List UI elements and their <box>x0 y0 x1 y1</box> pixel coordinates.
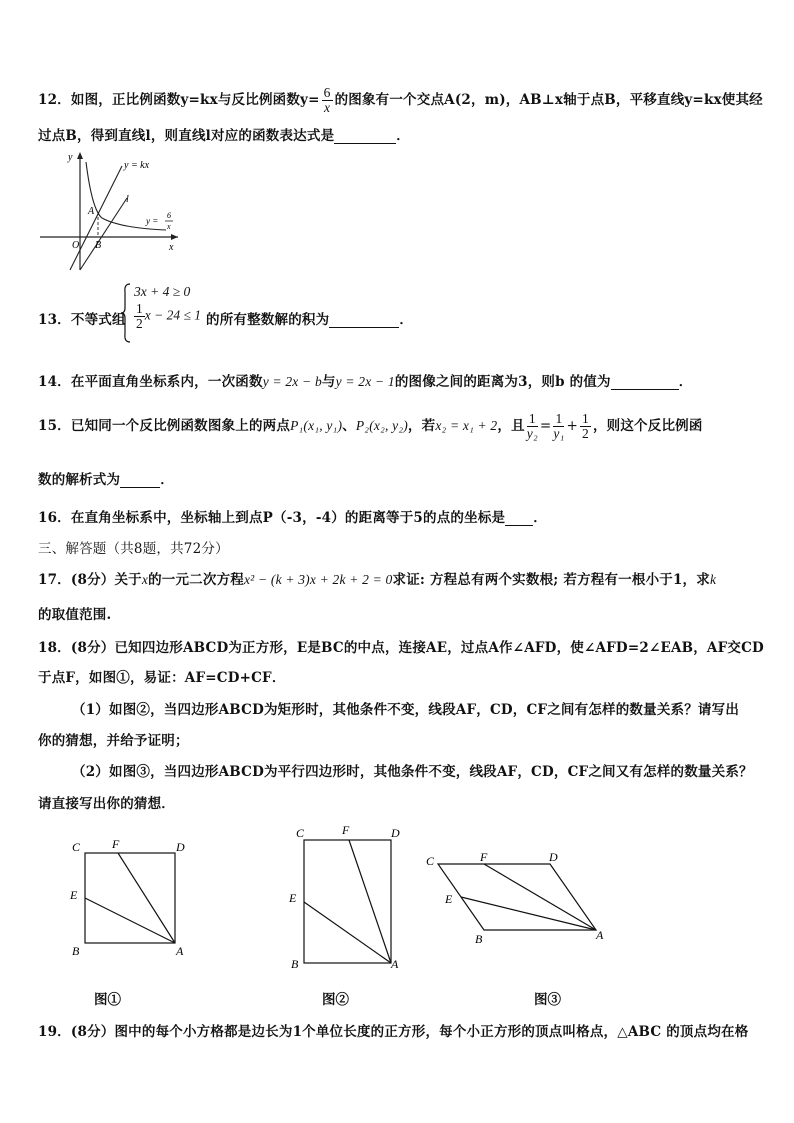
fig2-label-B: B <box>291 957 299 971</box>
q15-line2: 数的解析式为 ． <box>38 472 174 488</box>
fig2-label-F: F <box>342 823 350 837</box>
fig3-label-B: B <box>475 932 483 946</box>
q12-fig-l-label: l <box>126 194 129 205</box>
q17-line2: 的取值范围. <box>38 607 112 623</box>
q12-fig-y-label: y <box>68 152 73 163</box>
q12-answer-blank[interactable] <box>334 143 396 144</box>
fig1-label-E: E <box>70 888 78 902</box>
fig2-label-E: E <box>289 891 297 905</box>
fig3-label-E: E <box>445 892 453 906</box>
q16-line: 16．在直角坐标系中，坐标轴上到点P（-3，-4）的距离等于5的点的坐标是 ． <box>38 510 547 526</box>
q12-fig-x-label: x <box>169 242 174 253</box>
q14-line: 14．在平面直角坐标系内，一次函数y = 2x − b与y = 2x − 1的图像之间的距离为3，则b 的值为 ． <box>38 374 693 390</box>
q12-text-a: 12．如图，正比例函数y=kx与反比例函数y= <box>38 92 320 108</box>
fig1-label-C: C <box>72 840 81 854</box>
q12-graph-figure <box>40 150 182 272</box>
figure-3-caption: 图③ <box>534 992 561 1008</box>
q12-fig-O-label: O <box>72 240 80 251</box>
q12-fraction: $\frac{6}{x}$ <box>323 85 331 115</box>
fig2-label-C: C <box>296 826 305 840</box>
fig2-label-A: A <box>391 957 399 971</box>
figure-2-caption: 图② <box>322 992 349 1008</box>
q12-fig-B-label: B <box>95 240 102 251</box>
fig1-label-A: A <box>176 944 184 958</box>
fig1-label-B: B <box>72 944 80 958</box>
q15-frac-2: $\frac{1}{\text{y₁}}$ <box>553 411 565 441</box>
q13-half: $\frac{1}{2}$ <box>136 301 143 331</box>
fig2-label-D: D <box>391 826 400 840</box>
q15-point-2: P₂(x₂, y₂) <box>355 418 408 433</box>
q17-line1: 17．(8分）关于x的一元二次方程x² − (k + 3)x + 2k + 2 = 0求证: 方程总有两个实数根; 若方程有一根小于1，求k <box>38 572 717 588</box>
q12-line2: 过点B，得到直线l，则直线l对应的函数表达式是 ． <box>38 128 410 144</box>
q13-brace <box>120 282 132 344</box>
q15-answer-blank[interactable] <box>120 487 160 488</box>
q17-equation: x² − (k + 3)x + 2k + 2 = 0 <box>243 572 393 587</box>
q12-fig-xden: x <box>167 222 171 231</box>
q15-frac-1: $\frac{1}{\text{y₂}}$ <box>526 411 538 441</box>
q15-frac-3: $\frac{1}{2}$ <box>582 411 589 441</box>
q13-inequality-2: $\frac{1}{2}$ x − 24 ≤ 1 <box>136 301 202 331</box>
figure-2-rectangle <box>284 820 414 974</box>
q15-point-1: P₁(x₁, y₁) <box>290 418 343 433</box>
q14-function-2: y = 2x − 1 <box>335 374 395 389</box>
fig3-label-C: C <box>426 854 435 868</box>
q18-part1-line2: 你的猜想，并给予证明； <box>38 733 189 749</box>
q12-fig-ykx-label: y = kx <box>124 160 150 171</box>
q15-condition: x₂ = x₁ + 2 <box>435 418 498 433</box>
fig1-label-D: D <box>176 840 185 854</box>
figure-1-caption: 图① <box>94 992 121 1008</box>
q12-fig-hyperbola-label: y = <box>146 216 159 226</box>
fig3-label-A: A <box>596 928 604 942</box>
q12-fig-A-label: A <box>88 206 95 217</box>
q18-part1-line1: （1）如图②，当四边形ABCD为矩形时，其他条件不变，线段AF，CD，CF之间有怎样的数量关系？请写出 <box>72 702 740 718</box>
q13-prefix: 13．不等式组 <box>38 312 126 328</box>
q15-line1: 15．已知同一个反比例函数图象上的两点P₁(x₁, y₁)、P₂(x₂, y₂)，若x₂ = x₁ + 2，且 $\frac{1}{\text{y₂}}$ = $\frac{1}{\text{y₁}}$ + $\frac{1}{2}$ ，则这个反比例函 <box>38 411 703 441</box>
q18-part2-line1: （2）如图③，当四边形ABCD为平行四边形时，其他条件不变，线段AF，CD，CF之间又有怎样的数量关系？ <box>72 764 753 780</box>
q13-suffix: 的所有整数解的积为 ． <box>206 312 414 328</box>
q12-line1 <box>38 86 763 115</box>
fig3-label-D: D <box>549 850 558 864</box>
fig3-label-F: F <box>480 850 488 864</box>
fig1-label-F: F <box>112 837 120 851</box>
q12-fig-six: 6 <box>167 211 171 220</box>
q13-answer-blank[interactable] <box>329 327 399 328</box>
q18-part2-line2: 请直接写出你的猜想． <box>38 796 175 812</box>
q18-line2: 于点F，如图①，易证：AF=CD+CF． <box>38 670 286 686</box>
q19-line1: 19．(8分）图中的每个小方格都是边长为1个单位长度的正方形，每个小正方形的顶点叫格点，△ABC 的顶点均在格 <box>38 1024 749 1040</box>
figure-3-parallelogram <box>422 846 612 948</box>
q13-inequality-1: 3x + 4 ≥ 0 <box>134 284 191 299</box>
figure-1-square <box>66 834 196 964</box>
q12-text-b: 的图象有一个交点A(2，m)，AB⊥x轴于点B，平移直线y=kx使其经 <box>334 92 763 108</box>
q16-answer-blank[interactable] <box>505 525 533 526</box>
q14-function-1: y = 2x − b <box>262 374 322 389</box>
q14-answer-blank[interactable] <box>611 389 679 390</box>
q18-line1: 18．(8分）已知四边形ABCD为正方形，E是BC的中点，连接AE，过点A作∠AFD，使∠AFD=2∠EAB，AF交CD <box>38 640 764 656</box>
section-heading: 三、解答题（共8题，共72分） <box>38 541 229 557</box>
